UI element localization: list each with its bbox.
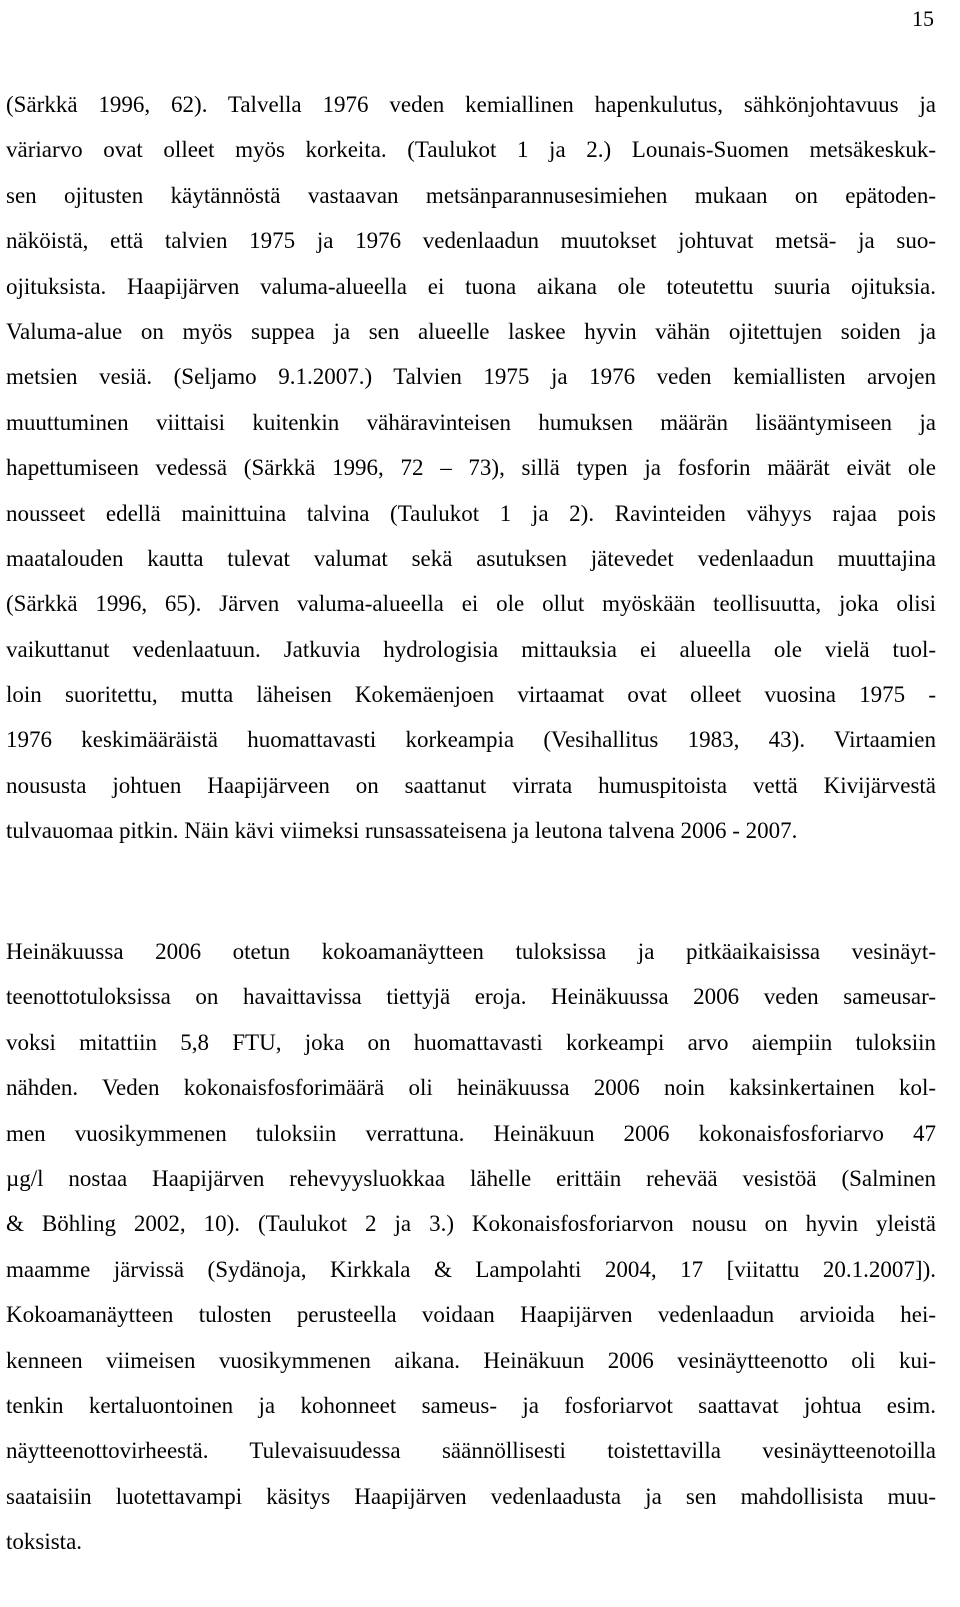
text-line: (Särkkä 1996, 62). Talvella 1976 veden kemiallinen hapenkulutus, sähkönjohtavuus ja xyxy=(6,92,936,117)
text-line: kenneen viimeisen vuosikymmenen aikana. Heinäkuun 2006 vesinäytteenotto oli kui- xyxy=(6,1347,936,1373)
text-line: maamme järvissä (Sydänoja, Kirkkala & Lampolahti 2004, 17 [viitattu 20.1.2007]). xyxy=(6,1256,936,1282)
text-line: toksista. xyxy=(6,1529,83,1555)
paragraph-2 xyxy=(6,929,936,1564)
text-line: nousseet edellä mainittuina talvina (Taulukot 1 ja 2). Ravinteiden vähyys rajaa pois xyxy=(6,500,936,526)
text-line: loin suoritettu, mutta läheisen Kokemäenjoen virtaamat ovat olleet vuosina 1975 - xyxy=(6,682,936,708)
paragraph-1 xyxy=(6,82,936,854)
text-line: tenkin kertaluontoinen ja kohonneet sameus- ja fosforiarvot saattavat johtua esim. xyxy=(6,1392,936,1418)
text-line: saataisiin luotettavampi käsitys Haapijärven vedenlaadusta ja sen mahdollisista muu- xyxy=(6,1483,936,1509)
text-line: voksi mitattiin 5,8 FTU, joka on huomattavasti korkeampi arvo aiempiin tuloksiin xyxy=(6,1029,936,1055)
text-line: (Särkkä 1996, 65). Järven valuma-alueella ei ole ollut myöskään teollisuutta, joka olisi xyxy=(6,591,936,617)
text-line: metsien vesiä. (Seljamo 9.1.2007.) Talvien 1975 ja 1976 veden kemiallisten arvojen xyxy=(6,364,936,390)
text-line: tulvauomaa pitkin. Näin kävi viimeksi runsassateisena ja leutona talvena 2006 - 2007. xyxy=(6,818,798,844)
text-line: näköistä, että talvien 1975 ja 1976 vedenlaadun muutokset johtuvat metsä- ja suo- xyxy=(6,228,936,254)
text-line: 1976 keskimääräistä huomattavasti korkeampia (Vesihallitus 1983, 43). Virtaamien xyxy=(6,727,936,753)
page-number: 15 xyxy=(912,6,934,31)
text-line: näytteenottovirheestä. Tulevaisuudessa säännöllisesti toistettavilla vesinäytteenotoilla xyxy=(6,1438,936,1464)
text-line: nähden. Veden kokonaisfosforimäärä oli heinäkuussa 2006 noin kaksinkertainen kol- xyxy=(6,1075,936,1101)
text-line: väriarvo ovat olleet myös korkeita. (Taulukot 1 ja 2.) Lounais-Suomen metsäkeskuk- xyxy=(6,137,936,163)
text-line: & Böhling 2002, 10). (Taulukot 2 ja 3.) Kokonaisfosforiarvon nousu on hyvin yleistä xyxy=(6,1211,936,1237)
text-line: sen ojitusten käytännöstä vastaavan metsänparannusesimiehen mukaan on epätoden- xyxy=(6,182,936,208)
text-line: Valuma-alue on myös suppea ja sen alueelle laskee hyvin vähän ojitettujen soiden ja xyxy=(6,318,936,344)
text-line: maatalouden kautta tulevat valumat sekä asutuksen jätevedet vedenlaadun muuttajina xyxy=(6,545,936,571)
text-line: µg/l nostaa Haapijärven rehevyysluokkaa lähelle erittäin rehevää vesistöä (Salminen xyxy=(6,1165,936,1191)
text-line: muuttuminen viittaisi kuitenkin vähäravinteisen humuksen määrän lisääntymiseen ja xyxy=(6,409,936,435)
text-line: vaikuttanut vedenlaatuun. Jatkuvia hydrologisia mittauksia ei alueella ole vielä tuol- xyxy=(6,636,936,662)
text-line: noususta johtuen Haapijärveen on saattanut virrata humuspitoista vettä Kivijärvestä xyxy=(6,772,936,798)
text-line: ojituksista. Haapijärven valuma-alueella ei tuona aikana ole toteutettu suuria ojituksia. xyxy=(6,273,936,299)
text-line: hapettumiseen vedessä (Särkkä 1996, 72 – 73), sillä typen ja fosforin määrät eivät ole xyxy=(6,455,936,481)
text-line: teenottotuloksissa on havaittavissa tiettyjä eroja. Heinäkuussa 2006 veden sameusar- xyxy=(6,984,936,1010)
text-line: men vuosikymmenen tuloksiin verrattuna. Heinäkuun 2006 kokonaisfosforiarvo 47 xyxy=(6,1120,936,1146)
text-line: Kokoamanäytteen tulosten perusteella voidaan Haapijärven vedenlaadun arvioida hei- xyxy=(6,1302,936,1328)
text-line: Heinäkuussa 2006 otetun kokoamanäytteen tuloksissa ja pitkäaikaisissa vesinäyt- xyxy=(6,939,936,964)
